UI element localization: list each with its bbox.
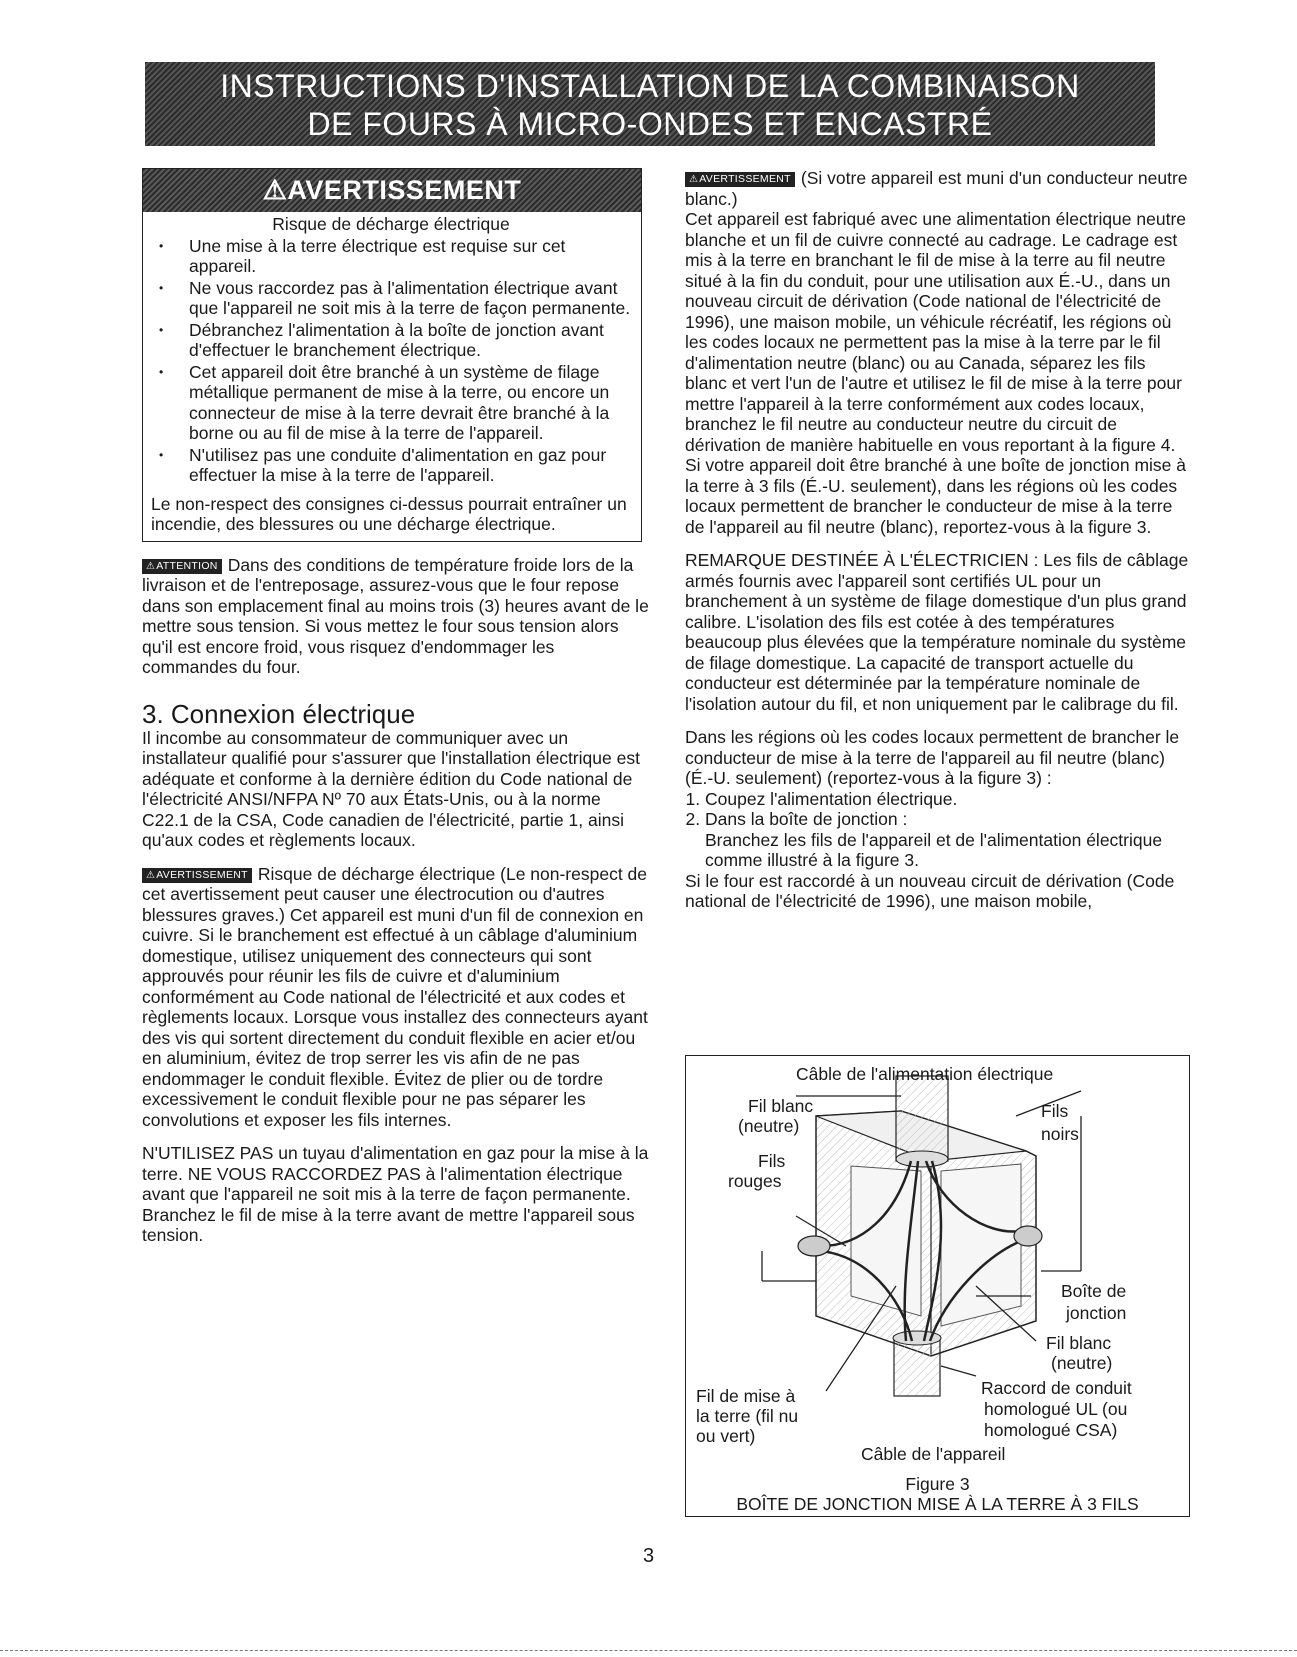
- warning-box: [142, 168, 642, 542]
- section-heading: 3. Connexion électrique: [142, 698, 416, 729]
- supply-cable-label: Câble de l'alimentation électrique: [796, 1064, 1054, 1084]
- attention-tag: ⚠ATTENTION: [142, 559, 222, 574]
- white-wire-label: Fil blanc: [748, 1096, 814, 1116]
- attention-paragraph: ⚠ATTENTION Dans des conditions de température froide lors de la livraison et de l'entreposage, assurez-vous que le four repose dans son emplacement final au moins trois (3) heures avant de le mettre sous tension. Si vous mettez le four sous tension alors qu'il est encore froid, vous risquez d'endommager les commandes du four.: [142, 554, 649, 677]
- page-title-banner: [145, 62, 1155, 146]
- appliance-conduit: [893, 1331, 941, 1396]
- conduit-label-3: homologué CSA): [984, 1420, 1118, 1440]
- figure-caption-number: Figure 3: [905, 1474, 970, 1494]
- warning-bullet: • Cet appareil doit être branché à un système de filage métallique permanent de mise à la terre, ou encore un connecteur de mise à la terre devrait être branché à la borne ou au fil de mise à la terre de l'appareil.: [189, 362, 631, 444]
- junction-box-label-2: jonction: [1066, 1303, 1127, 1323]
- conduit-label-1: Raccord de conduit: [981, 1378, 1132, 1398]
- neutral-wire-text: Cet appareil est fabriqué avec une alimentation électrique neutre blanche et un fil de cuivre connecté au cadrage. Le cadrage est mis à la terre en branchant le fil de mise à la terre au fil neutre situé à la fin du conduit, pour une utilisation aux É.-U., dans un nouveau circuit de dérivation (Code national de l'électricité de 1996), une maison mobile, un véhicule récréatif, les régions où les codes locaux ne permettent pas la mise à la terre par le fil d'alimentation neutre (blanc) ou au Canada, séparez les fils blanc et vert l'un de l'autre et utilisez le fil de mise à la terre pour mettre l'appareil à la terre conformément aux codes locaux, branchez le fil neutre au conducteur neutre du circuit de dérivation de manière habituelle en vous reportant à la figure 4. Si votre appareil doit être branché à une boîte de jonction mise à la terre à 3 fils (É.-U. seulement), dans les régions où les codes locaux permettent de brancher le conducteur de mise à la terre de l'appareil au fil neutre (blanc), reportez-vous à la figure 3.: [685, 209, 1187, 537]
- right-column: [685, 168, 1190, 912]
- step-item: 1. Coupez l'alimentation électrique.: [705, 789, 1190, 810]
- white-wire-right-neutral-label: (neutre): [1051, 1353, 1113, 1373]
- ground-wire-label-2: la terre (fil nu: [696, 1406, 799, 1426]
- closing-text: Si le four est raccordé à un nouveau circuit de dérivation (Code national de l'électricité de 1996), une maison mobile,: [685, 870, 1175, 911]
- warning-bullet: • N'utilisez pas une conduite d'alimentation en gaz pour effectuer la mise à la terre de l'appareil.: [189, 445, 631, 486]
- figure-caption-title: BOÎTE DE JONCTION MISE À LA TERRE À 3 FILS: [736, 1494, 1139, 1514]
- steps-list: [685, 789, 1190, 830]
- warning-footer: Le non-respect des consignes ci-dessus pourrait entraîner un incendie, des blessures ou une décharge électrique.: [151, 493, 627, 534]
- black-wires-label-2: noirs: [1041, 1124, 1079, 1144]
- warning-bullet: • Débranchez l'alimentation à la boîte de jonction avant d'effectuer le branchement électrique.: [189, 320, 631, 361]
- white-wire-neutral-label: (neutre): [738, 1116, 800, 1136]
- supply-conduit: [896, 1076, 948, 1167]
- section-intro: Il incombe au consommateur de communiquer avec un installateur qualifié pour s'assurer que l'installation électrique est adéquate et conforme à la dernière édition du Code national de l'électricité ANSI/NFPA Nº 70 aux États-Unis, ou à la norme C22.1 de la CSA, Code canadien de l'électricité, partie 1, ainsi qu'aux codes et règlements locaux.: [142, 727, 640, 850]
- red-wires-label-1: Fils: [758, 1151, 786, 1171]
- neutral-wire-intro: ⚠AVERTISSEMENT (Si votre appareil est muni d'un conducteur neutre blanc.): [685, 168, 1188, 209]
- page-number: 3: [642, 1545, 655, 1567]
- step-item: 2. Dans la boîte de jonction :: [705, 809, 1190, 830]
- ground-wire-label-1: Fil de mise à: [696, 1386, 796, 1406]
- warning-bullet: • Une mise à la terre électrique est requise sur cet appareil.: [189, 236, 631, 277]
- warning-subtitle: Risque de décharge électrique: [272, 214, 510, 234]
- warning-box-heading: [143, 169, 641, 212]
- gas-pipe-warning: N'UTILISEZ PAS un tuyau d'alimentation en gaz pour la mise à la terre. NE VOUS RACCORDEZ PAS à l'alimentation électrique avant que l'appareil ne soit mis à la terre de façon permanente. Branchez le fil de mise à la terre avant de mettre l'appareil sous tension.: [142, 1143, 649, 1245]
- warning-bullet: • Ne vous raccordez pas à l'alimentation électrique avant que l'appareil ne soit mis à la terre de façon permanente.: [189, 278, 631, 319]
- page-bottom-rule: [0, 1650, 1297, 1651]
- warning-triangle-icon: ⚠: [146, 560, 156, 572]
- conduit-label-2: homologué UL (ou: [984, 1399, 1128, 1419]
- left-column: [142, 168, 652, 1246]
- red-wires-label-2: rouges: [728, 1171, 782, 1191]
- electrician-note: REMARQUE DESTINÉE À L'ÉLECTRICIEN : Les fils de câblage armés fournis avec l'appareil sont certifiés UL pour un branchement à un système de filage domestique d'un plus grand calibre. L'isolation des fils est cotée à des températures beaucoup plus élevées que la température nominale du système de filage domestique. La capacité de transport actuelle du conducteur est déterminée par la température nominale de l'isolation autour du fil, et non uniquement par le calibrage du fil.: [685, 550, 1189, 714]
- junction-box-label-1: Boîte de: [1061, 1281, 1127, 1301]
- step-2-detail: Branchez les fils de l'appareil et de l'alimentation électrique comme illustré à la figure 3.: [705, 829, 1163, 870]
- warning-triangle-icon: ⚠: [146, 869, 156, 881]
- regions-text: Dans les régions où les codes locaux permettent de brancher le conducteur de mise à la terre de l'appareil au fil neutre (blanc) (É.-U. seulement) (reportez-vous à la figure 3) :: [685, 727, 1180, 788]
- warning-heading-text: AVERTISSEMENT: [287, 175, 522, 205]
- page-title-line-2: DE FOURS À MICRO-ONDES ET ENCASTRÉ: [307, 106, 993, 142]
- warning-tag: ⚠AVERTISSEMENT: [685, 172, 795, 187]
- figure-3: [685, 1055, 1190, 1517]
- warning-triangle-icon: ⚠: [262, 175, 288, 205]
- ground-wire-label-3: ou vert): [696, 1426, 756, 1446]
- warning-triangle-icon: ⚠: [689, 174, 699, 185]
- warning-tag: ⚠AVERTISSEMENT: [142, 868, 252, 883]
- page-title-line-1: INSTRUCTIONS D'INSTALLATION DE LA COMBINAISON: [220, 68, 1080, 104]
- white-wire-right-label: Fil blanc: [1046, 1333, 1112, 1353]
- warning-bullet-list: [151, 236, 631, 486]
- appliance-cable-label: Câble de l'appareil: [861, 1444, 1006, 1464]
- black-wires-label-1: Fils: [1041, 1101, 1069, 1121]
- electric-shock-warning: ⚠AVERTISSEMENT Risque de décharge électrique (Le non-respect de cet avertissement peut causer une électrocution ou d'autres blessures graves.) Cet appareil est muni d'un fil de connexion en cuivre. Si le branchement est effectué à un câblage d'aluminium domestique, utilisez uniquement des connecteurs qui sont approuvés pour réunir les fils de cuivre et d'aluminium conformément au Code national de l'électricité et aux codes et règlements locaux. Lorsque vous installez des connecteurs ayant des vis qui sortent directement du conduit flexible en acier et/ou en aluminium, évitez de trop serrer les vis afin de ne pas endommager le conduit flexible. Évitez de plier ou de tordre excessivement le conduit flexible pour ne pas séparer les convolutions et exposer les fils internes.: [142, 863, 648, 1130]
